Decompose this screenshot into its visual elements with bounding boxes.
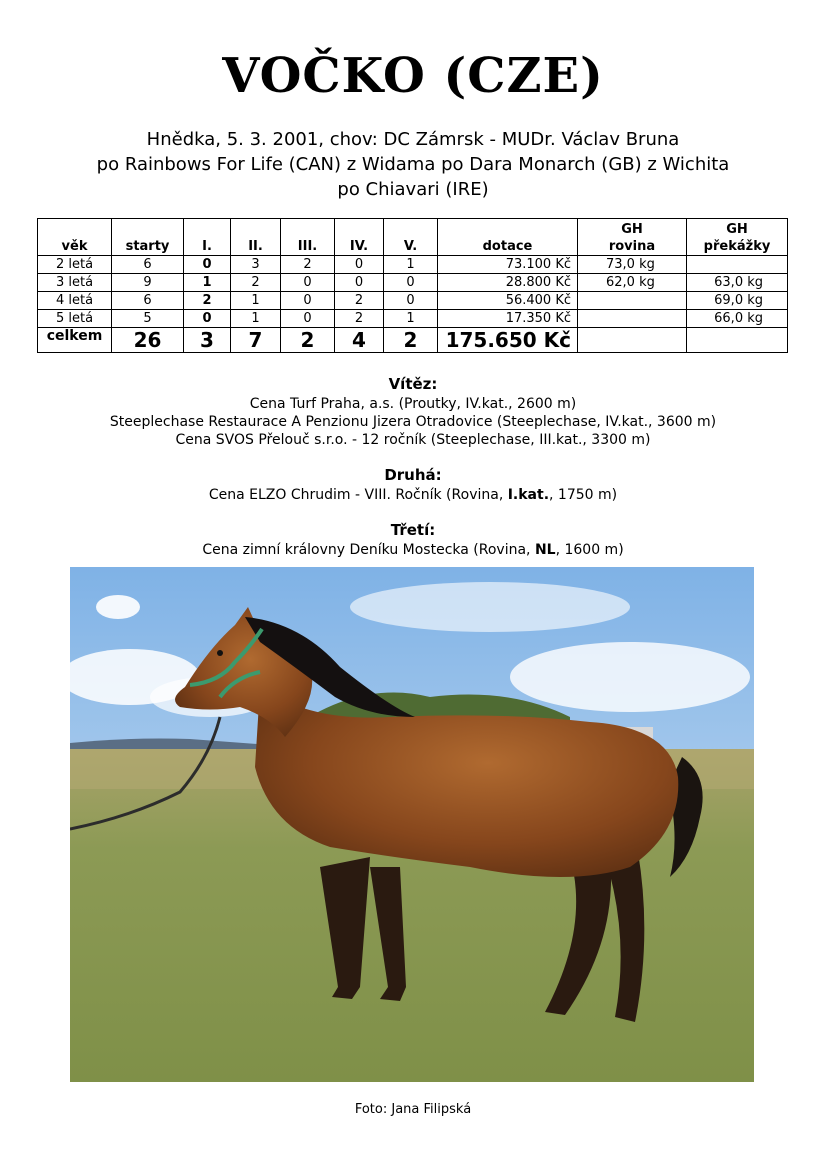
cell-vek: 5 letá: [38, 310, 112, 328]
cell-dotace: 28.800 Kč: [438, 274, 578, 292]
cell-vek: 4 letá: [38, 292, 112, 310]
horse-photo: [70, 567, 754, 1082]
cell-iii: 0: [281, 292, 335, 310]
third-line-distance: , 1600 m): [555, 542, 624, 558]
cell-vek: 3 letá: [38, 274, 112, 292]
col-header-dotace: dotace: [438, 219, 578, 256]
cell-gh-rovina: 62,0 kg: [578, 274, 687, 292]
total-v: 2: [384, 328, 438, 353]
col-header-gh-rovina: [578, 219, 687, 256]
col-header-vek: věk: [38, 219, 112, 256]
third-places-section: [0, 521, 826, 559]
col-header-iv: IV.: [335, 219, 384, 256]
col-header-ii: II.: [231, 219, 281, 256]
cell-dotace: 17.350 Kč: [438, 310, 578, 328]
second-line-text: Cena ELZO Chrudim - VIII. Ročník (Rovina,: [208, 487, 508, 503]
col-header-i: I.: [184, 219, 231, 256]
page-title: VOČKO (CZE): [222, 48, 604, 104]
cell-iv: 2: [335, 310, 384, 328]
cell-i: 1: [184, 274, 231, 292]
table-total-row: [38, 328, 788, 353]
cell-iv: 2: [335, 292, 384, 310]
third-line-category: NL: [534, 542, 556, 558]
second-line: [0, 486, 826, 504]
cell-starty: 9: [112, 274, 184, 292]
total-iv: 4: [335, 328, 384, 353]
cell-gh-prekazky: 63,0 kg: [687, 274, 788, 292]
cell-dotace: 56.400 Kč: [438, 292, 578, 310]
cell-i: 0: [184, 256, 231, 274]
cell-gh-prekazky: 69,0 kg: [687, 292, 788, 310]
photo-caption: Foto: Jana Filipská: [354, 1102, 472, 1117]
col-header-gh-prekazky: [687, 219, 788, 256]
racing-stats-table: [37, 218, 788, 353]
col-header-v: V.: [384, 219, 438, 256]
horse-info-line-2: po Rainbows For Life (CAN) z Widama po Dara Monarch (GB) z Wichita: [96, 154, 730, 175]
wins-section: [0, 375, 826, 449]
horse-photo-illustration: [70, 567, 754, 1082]
cell-starty: 6: [112, 292, 184, 310]
cell-i: 0: [184, 310, 231, 328]
total-gh-prekazky: [687, 328, 788, 353]
cell-gh-prekazky: 66,0 kg: [687, 310, 788, 328]
cell-gh-rovina: [578, 292, 687, 310]
total-starty: 26: [112, 328, 184, 353]
cell-starty: 6: [112, 256, 184, 274]
table-row: [38, 310, 788, 328]
cell-v: 0: [384, 292, 438, 310]
cell-gh-prekazky: [687, 256, 788, 274]
gh-rovina-line-1: GH: [621, 222, 643, 237]
cell-iv: 0: [335, 256, 384, 274]
cell-ii: 2: [231, 274, 281, 292]
third-heading: Třetí:: [390, 521, 436, 539]
cell-v: 1: [384, 256, 438, 274]
cell-iii: 0: [281, 274, 335, 292]
cell-ii: 1: [231, 310, 281, 328]
win-line: Cena SVOS Přelouč s.r.o. - 12 ročník (Steeplechase, III.kat., 3300 m): [175, 432, 651, 448]
table-row: [38, 292, 788, 310]
cell-iii: 0: [281, 310, 335, 328]
col-header-iii: III.: [281, 219, 335, 256]
second-line-category: I.kat.: [507, 487, 550, 503]
gh-prekazky-line-2: překážky: [703, 239, 771, 254]
win-line: Cena Turf Praha, a.s. (Proutky, IV.kat., 2600 m): [249, 396, 577, 412]
total-i: 3: [184, 328, 231, 353]
horse-info: [0, 127, 826, 202]
cell-iv: 0: [335, 274, 384, 292]
second-heading: Druhá:: [384, 466, 442, 484]
gh-rovina-line-2: rovina: [608, 239, 656, 254]
gh-prekazky-line-1: GH: [726, 222, 748, 237]
cell-vek: 2 letá: [38, 256, 112, 274]
cell-i: 2: [184, 292, 231, 310]
cell-dotace: 73.100 Kč: [438, 256, 578, 274]
total-ii: 7: [231, 328, 281, 353]
cell-ii: 3: [231, 256, 281, 274]
horse-info-line-3: po Chiavari (IRE): [337, 179, 489, 200]
cell-gh-rovina: [578, 310, 687, 328]
third-line: [0, 541, 826, 559]
wins-heading: Vítěz:: [388, 375, 438, 393]
second-line-distance: , 1750 m): [549, 487, 618, 503]
horse-info-line-1: Hnědka, 5. 3. 2001, chov: DC Zámrsk - MUDr. Václav Bruna: [146, 129, 680, 150]
total-dotace: 175.650 Kč: [438, 328, 578, 353]
table-row: [38, 256, 788, 274]
total-iii: 2: [281, 328, 335, 353]
total-gh-rovina: [578, 328, 687, 353]
cell-v: 1: [384, 310, 438, 328]
table-row: [38, 274, 788, 292]
second-places-section: [0, 466, 826, 504]
cell-ii: 1: [231, 292, 281, 310]
col-header-starty: starty: [112, 219, 184, 256]
win-line: Steeplechase Restaurace A Penzionu Jizera Otradovice (Steeplechase, IV.kat., 3600 m): [109, 414, 717, 430]
cell-v: 0: [384, 274, 438, 292]
cell-iii: 2: [281, 256, 335, 274]
table-header-row: [38, 219, 788, 256]
total-label: celkem: [38, 328, 112, 353]
cell-gh-rovina: 73,0 kg: [578, 256, 687, 274]
third-line-text: Cena zimní královny Deníku Mostecka (Rovina,: [202, 542, 535, 558]
cell-starty: 5: [112, 310, 184, 328]
